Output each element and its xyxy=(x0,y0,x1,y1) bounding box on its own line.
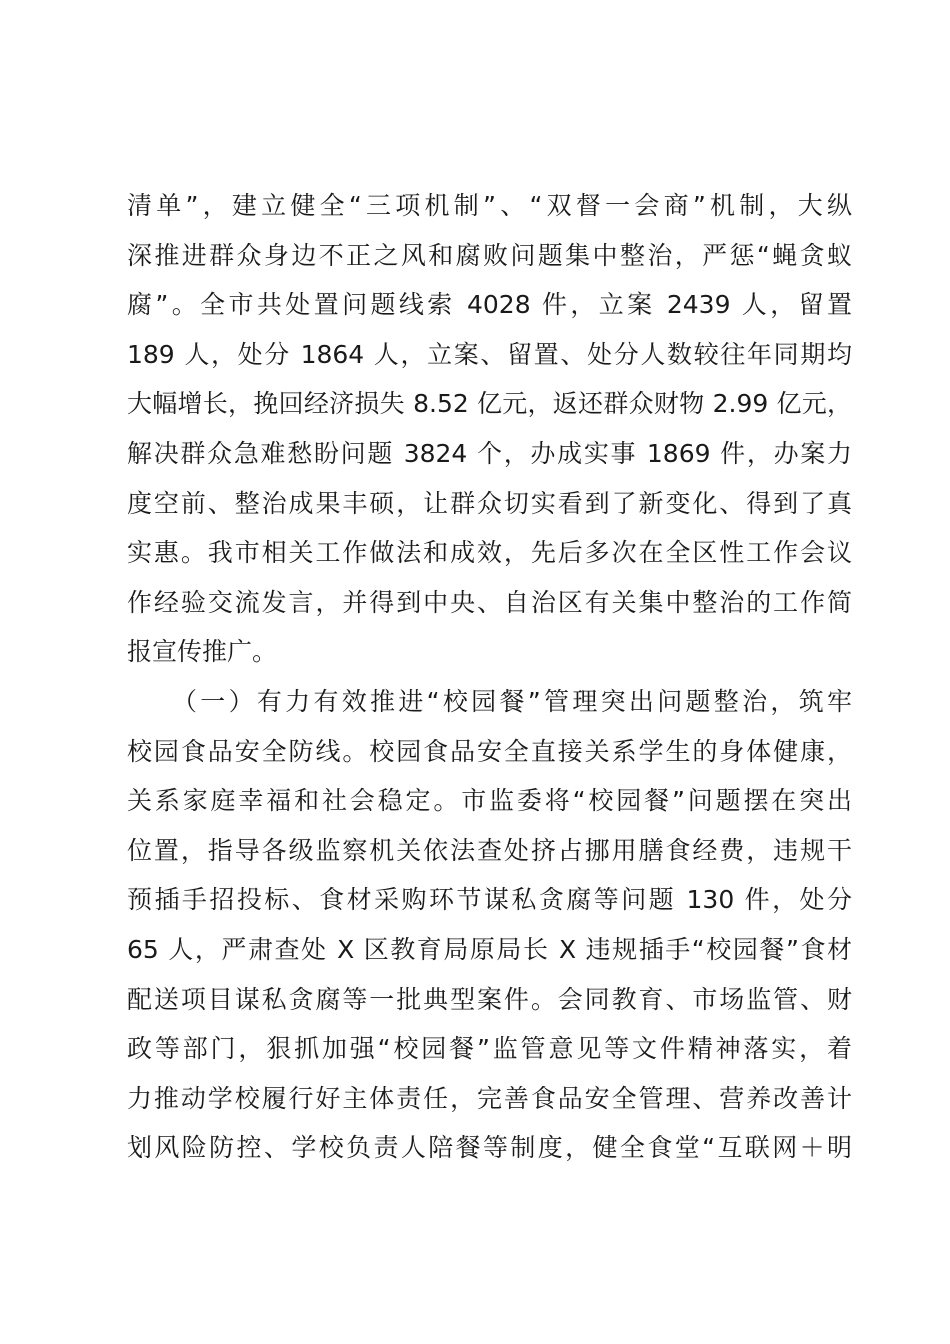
text-line: 报宣传推广。 xyxy=(127,637,278,667)
text-line: 实惠。我市相关工作做法和成效，先后多次在全区性工作会议 xyxy=(127,538,852,568)
paragraph-heading-line: （一）有力有效推进“校园餐”管理突出问题整治，筑牢 xyxy=(127,686,852,716)
text-line: 65 人，严肃查处 X 区教育局原局长 X 违规插手“校园餐”食材 xyxy=(127,934,852,964)
body-text xyxy=(127,181,852,1173)
text-line: 校园食品安全防线。校园食品安全直接关系学生的身体健康， xyxy=(127,736,852,766)
text-line: 深推进群众身边不正之风和腐败问题集中整治，严惩“蝇贪蚁 xyxy=(127,240,852,270)
text-line: 配送项目谋私贪腐等一批典型案件。会同教育、市场监管、财 xyxy=(127,984,852,1014)
text-line: 清单”，建立健全“三项机制”、“双督一会商”机制，大纵 xyxy=(127,191,852,220)
text-line: 度空前、整治成果丰硕，让群众切实看到了新变化、得到了真 xyxy=(127,488,852,518)
text-line: 大幅增长，挽回经济损失 8.52 亿元，返还群众财物 2.99 亿元， xyxy=(127,389,852,419)
text-line: 位置，指导各级监察机关依法查处挤占挪用膳食经费，违规干 xyxy=(127,835,852,865)
paragraph-2 xyxy=(127,677,852,1173)
text-line: 作经验交流发言，并得到中央、自治区有关集中整治的工作简 xyxy=(127,587,852,617)
text-line: 关系家庭幸福和社会稳定。市监委将“校园餐”问题摆在突出 xyxy=(127,786,852,816)
text-line: 预插手招投标、食材采购环节谋私贪腐等问题 130 件，处分 xyxy=(127,885,852,915)
text-line: 划风险防控、学校负责人陪餐等制度，健全食堂“互联网＋明 xyxy=(127,1133,852,1163)
text-line: 解决群众急难愁盼问题 3824 个，办成实事 1869 件，办案力 xyxy=(127,438,852,468)
text-line: 189 人，处分 1864 人，立案、留置、处分人数较往年同期均 xyxy=(127,339,852,369)
paragraph-1 xyxy=(127,181,852,677)
text-line: 政等部门，狠抓加强“校园餐”监管意见等文件精神落实，着 xyxy=(127,1034,852,1064)
text-line: 力推动学校履行好主体责任，完善食品安全管理、营养改善计 xyxy=(127,1083,852,1113)
text-line: 腐”。全市共处置问题线索 4028 件，立案 2439 人，留置 xyxy=(127,290,852,320)
